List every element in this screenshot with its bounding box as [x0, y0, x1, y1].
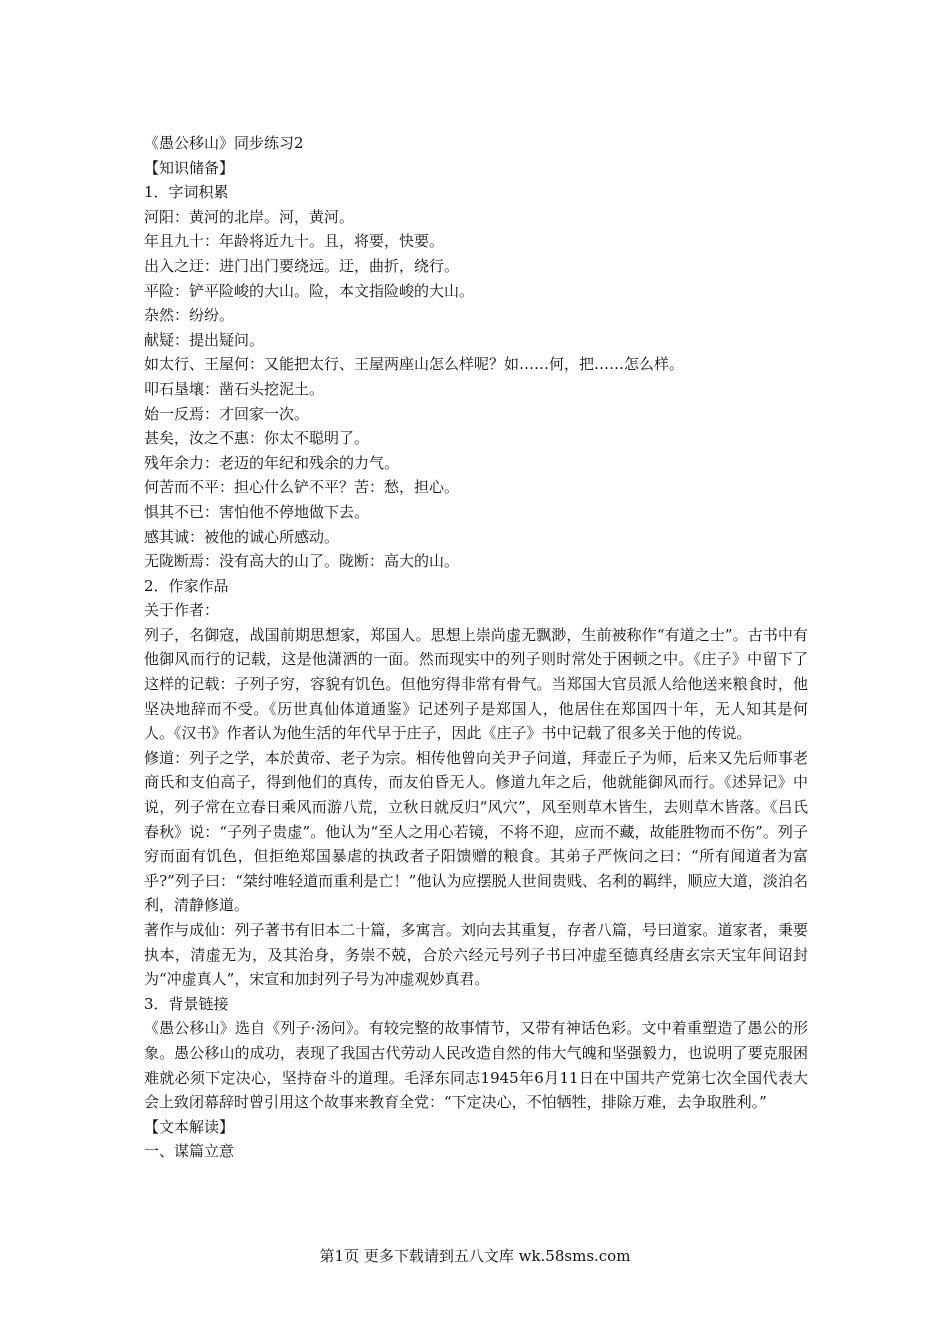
document-body: [144, 131, 808, 1164]
paragraph-cultivation: 修道：列子之学，本於黄帝、老子为宗。相传他曾向关尹子问道，拜壶丘子为师，后来又先后师事老商氏和支伯高子，得到他们的真传，而友伯昏无人。修道九年之后，他就能御风而行。《述异记》中说，列子常在立春日乘风而游八荒，立秋日就反归“风穴”，风至则草木皆生，去则草木皆落。《吕氏春秋》说：“子列子贵虚”。他认为“至人之用心若镜，不将不迎，应而不藏，故能胜物而不伤”。列子穷而面有饥色，但拒绝郑国暴虐的执政者子阳馈赠的粮食。其弟子严恢问之曰：“所有闻道者为富乎?”列子曰：“桀纣唯轻道而重利是亡！”他认为应摆脱人世间贵贱、名利的羁绊，顺应大道，淡泊名利，清静修道。: [144, 748, 808, 915]
vocab-item: 甚矣，汝之不惠：你太不聪明了。: [144, 429, 370, 448]
paragraph-background: 《愚公移山》选自《列子·汤问》。有较完整的故事情节，又带有神话色彩。文中着重塑造了愚公的形象。愚公移山的成功，表现了我国古代劳动人民改造自然的伟大气魄和坚强毅力，也说明了要克服困难就必须下定决心，坚持奋斗的道理。毛泽东同志1945年6月11日在中国共产党第七次全国代表大会上致闭幕辞时曾引用这个故事来教育全党：“下定决心，不怕牺牲，排除万难，去争取胜利。”: [144, 1019, 808, 1112]
vocab-item: 献疑：提出疑问。: [144, 330, 265, 349]
heading-background: 3．背景链接: [144, 994, 229, 1013]
vocab-item: 杂然：纷纷。: [144, 306, 235, 325]
vocab-item: 出入之迂：进门出门要绕远。迂，曲折，绕行。: [144, 256, 460, 275]
vocab-item: 始一反焉：才回家一次。: [144, 404, 310, 423]
vocab-item: 感其诚：被他的诚心所感动。: [144, 527, 340, 546]
vocab-item: 年且九十：年龄将近九十。且，将要，快要。: [144, 232, 445, 251]
paragraph-works: 著作与成仙：列子著书有旧本二十篇，多寓言。刘向去其重复，存者八篇，号曰道家。道家者，秉要执本，清虚无为，及其治身，务崇不兢，合於六经元号列子书曰冲虚至德真经唐玄宗天宝年间诏封为“冲虚真人”，宋宣和加封列子号为冲虚观妙真君。: [144, 921, 808, 989]
vocab-item: 惧其不已：害怕他不停地做下去。: [144, 502, 370, 521]
vocab-item: 叩石垦壤：凿石头挖泥土。: [144, 379, 325, 398]
vocab-item: 如太行、王屋何：又能把太行、王屋两座山怎么样呢？如……何，把……怎么样。: [144, 355, 685, 374]
heading-vocabulary: 1．字词积累: [144, 183, 229, 202]
vocab-item: 河阳：黄河的北岸。河，黄河。: [144, 207, 355, 226]
subheading-structure: 一、谋篇立意: [144, 1142, 235, 1161]
vocabulary-list: [144, 205, 808, 574]
vocab-item: 平险：铲平险峻的大山。险，本文指险峻的大山。: [144, 281, 475, 300]
paragraph-author-bio: 列子，名御寇，战国前期思想家，郑国人。思想上崇尚虚无飘渺，生前被称作“有道之士”。古书中有他御风而行的记载，这是他潇洒的一面。然而现实中的列子则时常处于困顿之中。《庄子》中留下了这样的记载：子列子穷，容貌有饥色。但他穷得非常有骨气。当郑国大官员派人给他送来粮食时，他坚决地辞而不受。《历世真仙体道通鉴》记述列子是郑国人，他居住在郑国四十年，无人知其是何人。《汉书》作者认为他生活的年代早于庄子，因此《庄子》书中记载了很多关于他的传说。: [144, 625, 808, 743]
heading-author-works: 2．作家作品: [144, 576, 229, 595]
vocab-item: 何苦而不平：担心什么铲不平？苦：愁，担心。: [144, 478, 460, 497]
vocab-item: 无陇断焉：没有高大的山了。陇断：高大的山。: [144, 552, 460, 571]
document-title: 《愚公移山》同步练习2: [144, 134, 304, 152]
about-author-label: 关于作者：: [144, 601, 220, 620]
section-heading-knowledge: 【知识储备】: [144, 158, 235, 177]
section-heading-reading: 【文本解读】: [144, 1117, 235, 1136]
page-footer: 第1页 更多下载请到五八文库 wk.58sms.com: [319, 1247, 631, 1265]
vocab-item: 残年余力：老迈的年纪和残余的力气。: [144, 453, 400, 472]
